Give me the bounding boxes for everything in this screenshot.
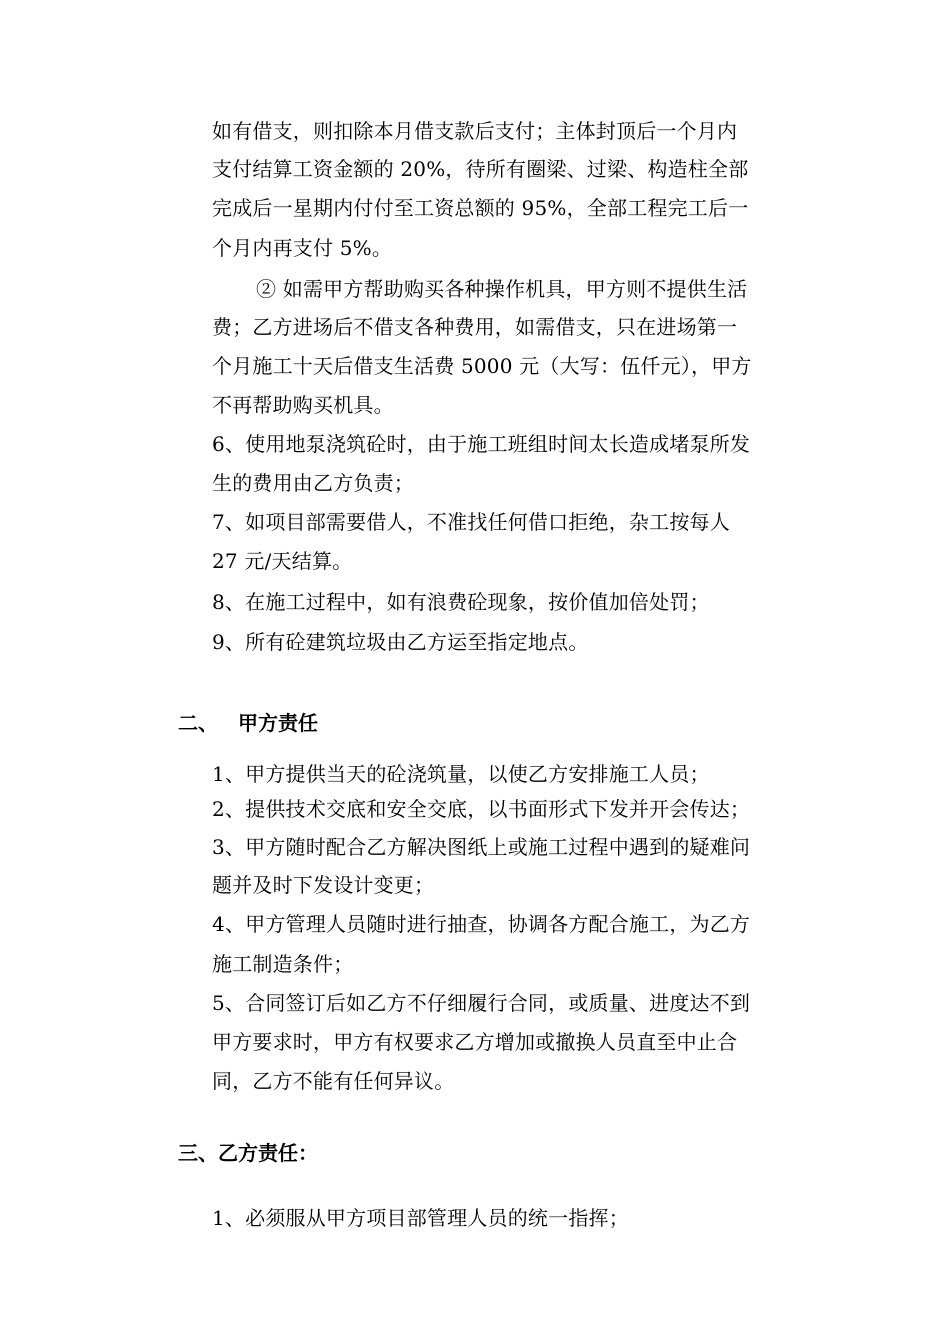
section-2-item-4-line: 4、甲方管理人员随时进行抽查，协调各方配合施工，为乙方 [212, 912, 751, 936]
paragraph-line: 如有借支，则扣除本月借支款后支付；主体封顶后一个月内 [212, 119, 738, 143]
paragraph-line: 个月内再支付 5%。 [212, 236, 393, 260]
section-2-title: 甲方责任 [238, 711, 318, 735]
item-circle2-line: ② 如需甲方帮助购买各种操作机具，甲方则不提供生活 [256, 277, 748, 301]
section-2-item-2: 2、提供技术交底和安全交底，以书面形式下发并开会传达； [212, 797, 751, 821]
item-circle2-line: 个月施工十天后借支生活费 5000 元（大写：伍仟元），甲方 [212, 354, 752, 378]
section-2-item-5-line: 5、合同签订后如乙方不仔细履行合同，或质量、进度达不到 [212, 991, 751, 1015]
item-9: 9、所有砼建筑垃圾由乙方运至指定地点。 [212, 630, 589, 654]
item-7-line: 7、如项目部需要借人，不准找任何借口拒绝，杂工按每人 [212, 510, 730, 534]
section-2-item-3-line: 3、甲方随时配合乙方解决图纸上或施工过程中遇到的疑难问 [212, 835, 751, 859]
item-8: 8、在施工过程中，如有浪费砼现象，按价值加倍处罚； [212, 590, 710, 614]
paragraph-line: 支付结算工资金额的 20%，待所有圈梁、过梁、构造柱全部 [212, 157, 749, 181]
section-2-heading [178, 710, 318, 736]
section-2-item-3-line: 题并及时下发设计变更； [212, 873, 435, 897]
section-3-item-1: 1、必须服从甲方项目部管理人员的统一指挥； [212, 1206, 629, 1230]
paragraph-line: 完成后一星期内付付至工资总额的 95%，全部工程完工后一 [212, 196, 749, 220]
item-6-line: 6、使用地泵浇筑砼时，由于施工班组时间太长造成堵泵所发 [212, 432, 751, 456]
item-circle2-line: 不再帮助购买机具。 [212, 393, 394, 417]
item-7-line: 27 元/天结算。 [212, 549, 353, 573]
item-6-line: 生的费用由乙方负责； [212, 471, 414, 495]
item-circle2-line: 费；乙方进场后不借支各种费用，如需借支，只在进场第一 [212, 315, 738, 339]
section-2-item-4-line: 施工制造条件； [212, 952, 354, 976]
section-3-heading: 三、乙方责任： [178, 1141, 318, 1165]
section-2-item-5-line: 同，乙方不能有任何异议。 [212, 1069, 455, 1093]
section-2-item-1: 1、甲方提供当天的砼浇筑量，以使乙方安排施工人员； [212, 762, 710, 786]
section-2-number: 二、 [178, 711, 218, 735]
section-2-item-5-line: 甲方要求时，甲方有权要求乙方增加或撤换人员直至中止合 [212, 1030, 738, 1054]
